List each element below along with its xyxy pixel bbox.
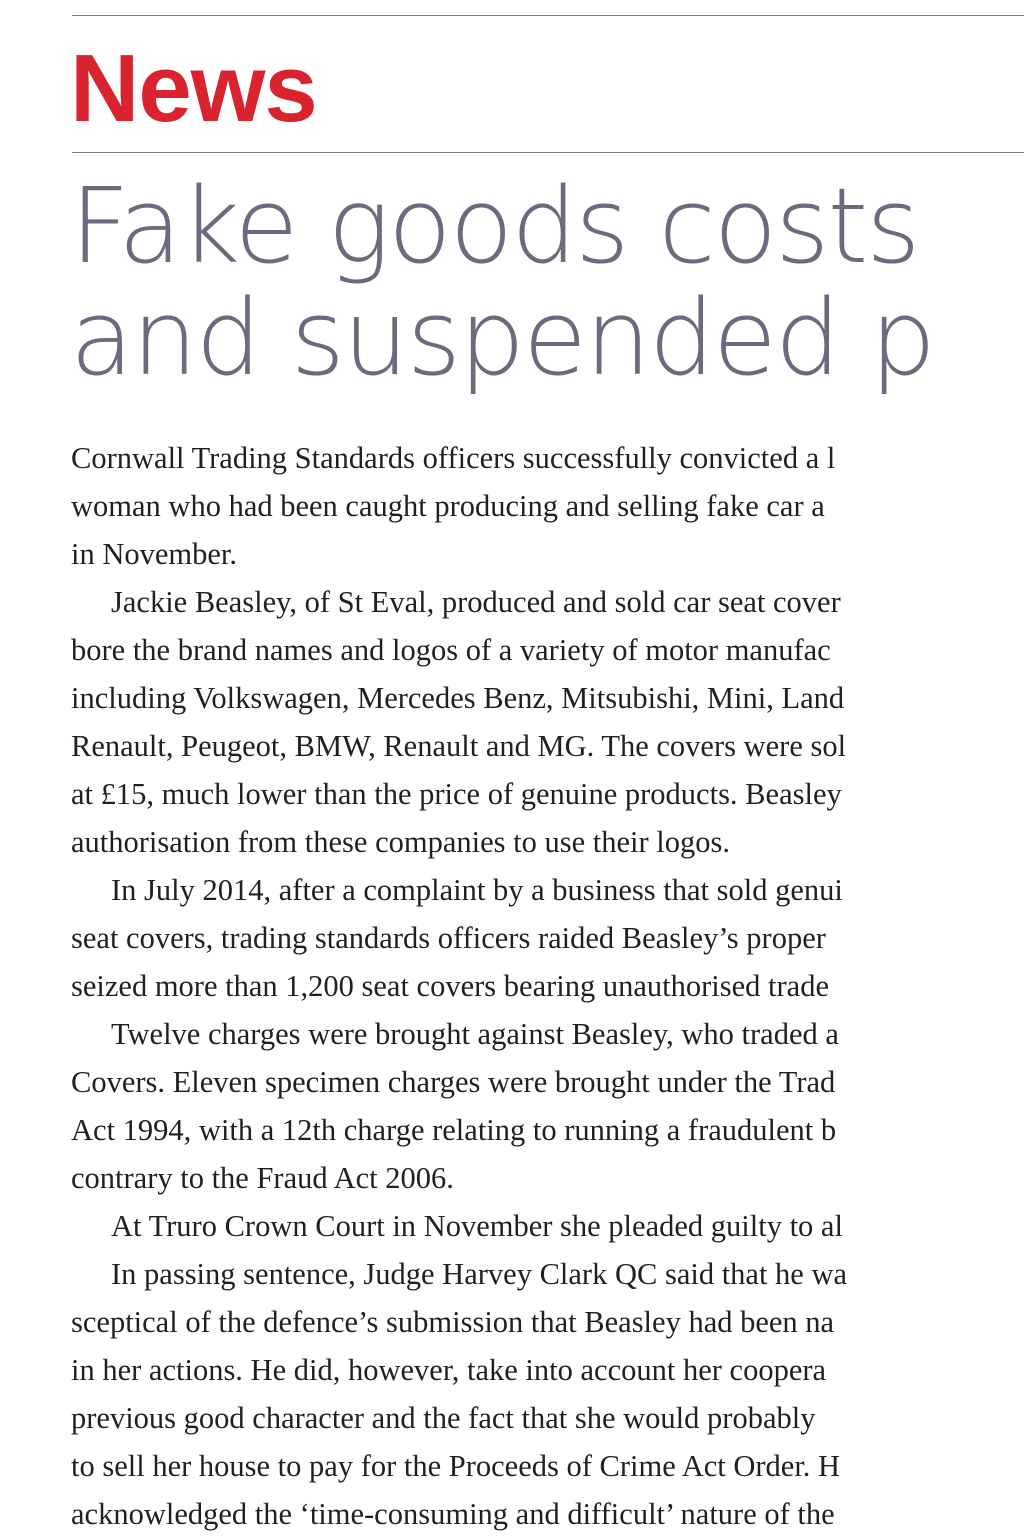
article-line: acknowledged the ‘time-consuming and difficult’ nature of the (71, 1497, 835, 1531)
article-line: including Volkswagen, Mercedes Benz, Mitsubishi, Mini, Land (71, 681, 845, 715)
article-line: Act 1994, with a 12th charge relating to running a fraudulent b (71, 1113, 837, 1147)
article-line: In passing sentence, Judge Harvey Clark QC said that he wa (111, 1257, 848, 1291)
article-line: Covers. Eleven specimen charges were brought under the Trad (71, 1065, 836, 1099)
article-line: seized more than 1,200 seat covers bearing unauthorised trade (71, 969, 829, 1003)
section-divider-rule (72, 152, 1024, 153)
article-line: Twelve charges were brought against Beasley, who traded a (111, 1017, 839, 1051)
article-line: to sell her house to pay for the Proceeds of Crime Act Order. H (71, 1449, 841, 1483)
headline-line: and suspended p (70, 277, 935, 394)
article-line: woman who had been caught producing and selling fake car a (71, 489, 825, 523)
article-line: In July 2014, after a complaint by a business that sold genui (111, 873, 843, 907)
section-label: News (70, 35, 317, 142)
article-line: previous good character and the fact that she would probably (71, 1401, 816, 1435)
article-line: At Truro Crown Court in November she pleaded guilty to al (111, 1209, 843, 1243)
article-line: contrary to the Fraud Act 2006. (71, 1161, 454, 1195)
article-line: authorisation from these companies to use their logos. (71, 825, 730, 859)
article-line: in her actions. He did, however, take into account her coopera (71, 1353, 827, 1387)
top-rule (72, 15, 1024, 16)
article-line: bore the brand names and logos of a variety of motor manufac (71, 633, 831, 667)
article-line: seat covers, trading standards officers raided Beasley’s proper (71, 921, 826, 955)
article-headline (70, 170, 1024, 394)
headline-line: Fake goods costs (70, 170, 919, 287)
article-line: Cornwall Trading Standards officers successfully convicted a l (71, 441, 836, 475)
article-line: Renault, Peugeot, BMW, Renault and MG. The covers were sol (71, 729, 847, 763)
article-line: sceptical of the defence’s submission that Beasley had been na (71, 1305, 835, 1339)
article-line: in November. (71, 537, 238, 571)
article-line: at £15, much lower than the price of genuine products. Beasley (71, 777, 842, 811)
article-body (71, 434, 1024, 1538)
article-line: Jackie Beasley, of St Eval, produced and sold car seat cover (111, 585, 841, 619)
